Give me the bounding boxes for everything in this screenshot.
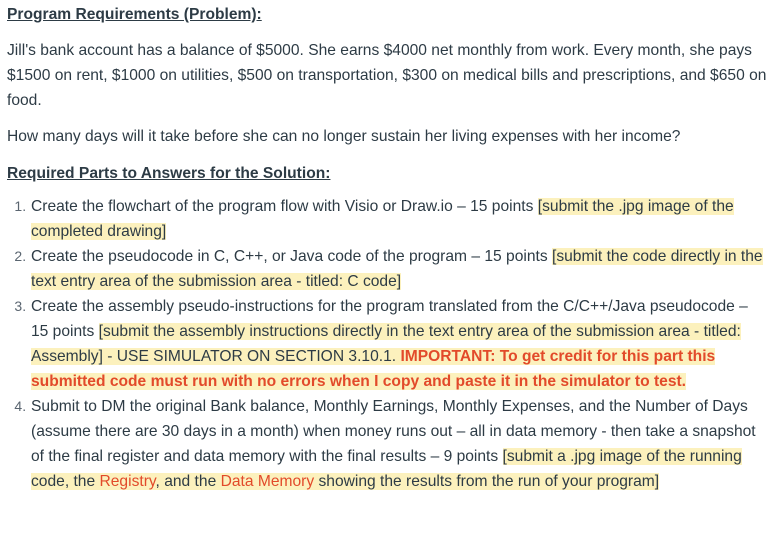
list-item [30, 394, 767, 494]
highlight-part: , and the [155, 473, 221, 490]
registry-term: Registry [99, 473, 156, 490]
problem-statement: Jill's bank account has a balance of $5000. She earns $4000 net monthly from work. Every month, she pays $1500 on rent, $1000 on utilities, $500 on transportation, $300 on medical bills and prescriptions, and $650 on food. [7, 42, 767, 109]
heading-required-parts: Required Parts to Answers for the Solution: [7, 165, 331, 182]
problem-question: How many days will it take before she can no longer sustain her living expenses with her income? [7, 128, 681, 145]
highlight-part: showing the results from the run of your program] [314, 473, 660, 490]
item-text: Create the assembly pseudo-instructions for the program translated from the C/C++/Java pseudocode – 15 points [31, 298, 748, 340]
list-item [30, 194, 767, 244]
item-highlight [31, 323, 741, 390]
highlight-part: [submit a .jpg image of the running code, the [31, 448, 742, 490]
item-text: Create the pseudocode in C, C++, or Java code of the program – 15 points [31, 248, 552, 265]
item-text: Submit to DM the original Bank balance, Monthly Earnings, Monthly Expenses, and the Number of Days (assume there are 30 days in a month) when money runs out – all in data memory - then take a snapshot of the final register and data memory with the final results – 9 points [31, 398, 756, 465]
important-note: IMPORTANT: To get credit for this part this submitted code must run with no errors when I copy and paste it in the simulator to test. [31, 348, 716, 390]
list-item [30, 244, 767, 294]
data-memory-term: Data Memory [220, 473, 315, 490]
requirements-list [7, 194, 767, 494]
item-highlight-text: [submit the assembly instructions directly in the text entry area of the submission area - titled: Assembly] - USE SIMULATOR ON SECTION 3.10.1. [31, 323, 741, 365]
item-highlight: [submit the .jpg image of the completed drawing] [31, 198, 734, 240]
heading-program-requirements: Program Requirements (Problem): [7, 6, 262, 23]
item-highlight: [submit the code directly in the text entry area of the submission area - titled: C code] [31, 248, 763, 290]
item-text: Create the flowchart of the program flow with Visio or Draw.io – 15 points [31, 198, 538, 215]
list-item [30, 294, 767, 394]
